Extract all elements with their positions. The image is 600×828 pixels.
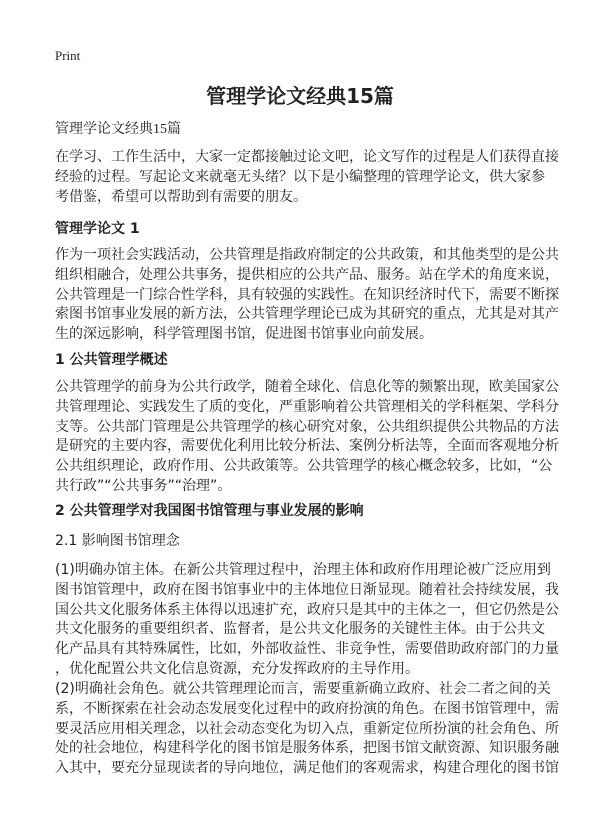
text-line: 图书馆管理中，政府在图书馆事业中的主体地位日渐显现。随着社会持续发展，我 bbox=[55, 581, 559, 598]
section-heading: 1 公共管理学概述 bbox=[55, 352, 168, 368]
text-line: 公共管理学的前身为公共行政学，随着全球化、信息化等的频繁出现，欧美国家公 bbox=[55, 379, 559, 395]
text-line: 考借鉴，希望可以帮助到有需要的朋友。 bbox=[55, 188, 307, 205]
text-line: 处的社会地位，构建科学化的图书馆是服务体系，把图书馆文献资源、知识服务融 bbox=[55, 740, 559, 757]
text-line: (1)明确办馆主体。在新公共管理过程中，治理主体和政府作用理论被广泛应用到 bbox=[55, 562, 551, 578]
text-line: 入其中，要充分显现读者的导向地位，满足他们的客观需求，构建合理化的图书馆 bbox=[55, 760, 559, 777]
paragraph bbox=[55, 680, 559, 779]
document-subtitle: 管理学论文经典15篇 bbox=[55, 122, 181, 137]
text-line: 支等。公共部门管理是公共管理学的核心研究对象，公共组织提供公共物品的方法 bbox=[55, 418, 559, 435]
text-line: 公共管理是一门综合性学科，具有较强的实践性。在知识经济时代下，需要不断探 bbox=[55, 286, 559, 303]
text-line: 系，不断探索在社会动态发展变化过程中的政府扮演的角色。在图书馆管理中，需 bbox=[55, 700, 559, 717]
text-line: 共管理理论、实践发生了质的变化，严重影响着公共管理相关的学科框架、学科分 bbox=[55, 398, 559, 415]
section-heading: 管理学论文 1 bbox=[55, 221, 140, 237]
text-line: ，优化配置公共文化信息资源，充分发挥政府的主导作用。 bbox=[55, 660, 419, 677]
text-line: 在学习、工作生活中，大家一定都接触过论文吧，论文写作的过程是人们获得直接 bbox=[55, 149, 559, 165]
text-line: 化产品具有其特殊属性，比如，外部收益性、非竞争性，需要借助政府部门的力量 bbox=[55, 641, 559, 658]
text-line: 作为一项社会实践活动，公共管理是指政府制定的公共政策，和其他类型的是公共 bbox=[55, 247, 559, 263]
page-title: 管理学论文经典15篇 bbox=[206, 84, 394, 108]
print-label[interactable]: Print bbox=[55, 48, 81, 63]
text-line: 组织相融合，处理公共事务，提供相应的公共产品、服务。站在学术的角度来说， bbox=[55, 266, 559, 283]
subsection-heading: 2.1 影响图书馆理念 bbox=[55, 533, 180, 549]
text-line: 共文化服务的重要组织者、监督者，是公共文化服务的关键性主体。由于公共文 bbox=[55, 621, 545, 638]
text-line: 是研究的主要内容，需要优化利用比较分析法、案例分析法等，全面而客观地分析 bbox=[55, 438, 559, 455]
text-line: 公共组织理论，政府作用、公共政策等。公共管理学的核心概念较多，比如，“公 bbox=[55, 458, 553, 475]
text-line: 国公共文化服务体系主体得以迅速扩充，政府只是其中的主体之一，但它仍然是公 bbox=[55, 601, 559, 618]
text-line: 生的深远影响，科学管理图书馆，促进图书馆事业向前发展。 bbox=[55, 326, 433, 343]
intro-paragraph bbox=[55, 148, 559, 207]
text-line: 索图书馆事业发展的新方法，公共管理学理论已成为其研究的重点，尤其是对其产 bbox=[55, 306, 559, 323]
text-line: 共行政”“公共事务”“治理”。 bbox=[55, 477, 232, 494]
text-line: (2)明确社会角色。就公共管理理论而言，需要重新确立政府、社会二者之间的关 bbox=[55, 681, 551, 697]
paragraph bbox=[55, 246, 559, 345]
paragraph bbox=[55, 561, 559, 680]
text-line: 要灵活应用相关理念，以社会动态变化为切入点，重新定位所扮演的社会角色、所 bbox=[55, 720, 559, 737]
text-line: 经验的过程。写起论文来就毫无头绪？以下是小编整理的管理学论文，供大家参 bbox=[55, 168, 545, 185]
section-heading: 2 公共管理学对我国图书馆管理与事业发展的影响 bbox=[55, 503, 364, 519]
paragraph bbox=[55, 378, 559, 497]
